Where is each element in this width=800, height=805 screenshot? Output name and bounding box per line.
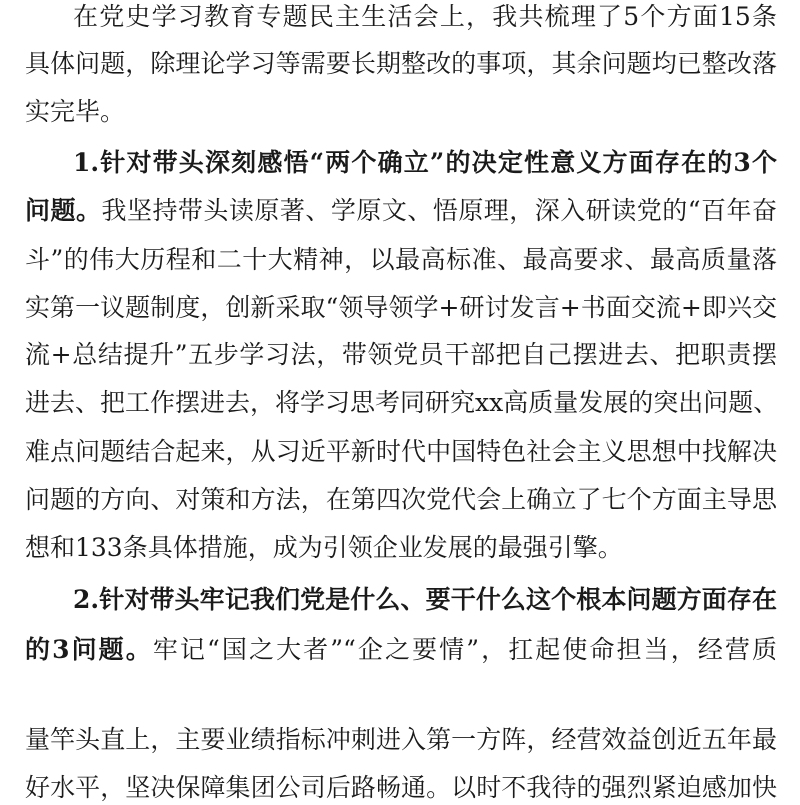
bold-heading-text: 1.针对带头深刻感悟“两个确立”的决定性意义方面存在的3个 [73,148,777,177]
bold-heading-text: 问题。 [25,196,102,225]
text-line [73,583,777,617]
text-line [25,338,777,372]
body-text: 问题的方向、对策和方法，在第四次党代会上确立了七个方面主导思 [25,485,777,514]
body-text: 斗”的伟大历程和二十大精神，以最高标准、最高要求、最高质量落 [25,245,777,274]
body-text: 我坚持带头读原著、学原文、悟原理，深入研读党的“百年奋 [101,196,777,225]
text-line [25,291,777,325]
body-text: 牢记“国之大者”“企之要情”，扛起使命担当，经营质 [152,635,777,664]
text-line [25,243,777,277]
bold-heading-text: 2.针对带头牢记我们党是什么、要干什么这个根本问题方面存在 [73,585,777,614]
text-line [25,435,777,469]
text-line [25,95,777,129]
text-line [25,47,777,81]
text-line [25,386,777,420]
text-line [73,0,777,34]
text-line [25,531,777,565]
body-text: 具体问题，除理论学习等需要长期整改的事项，其余问题均已整改落 [25,49,777,78]
body-text: 进去、把工作摆进去，将学习思考同研究xx高质量发展的突出问题、 [25,388,779,417]
body-text: 想和133条具体措施，成为引领企业发展的最强引擎。 [25,533,623,562]
body-text: 好水平，坚决保障集团公司后路畅通。以时不我待的强烈紧迫感加快 [25,773,777,802]
text-line [25,483,777,517]
body-text: 流+总结提升”五步学习法，带领党员干部把自己摆进去、把职责摆 [25,340,777,369]
text-line [25,194,777,228]
body-text: 量竿头直上，主要业绩指标冲刺进入第一方阵，经营效益创近五年最 [25,725,777,754]
body-text: 实第一议题制度，创新采取“领导领学+研讨发言+书面交流+即兴交 [25,293,778,322]
body-text: 难点问题结合起来，从习近平新时代中国特色社会主义思想中找解决 [25,437,777,466]
body-text: 在党史学习教育专题民主生活会上，我共梳理了5个方面15条 [73,2,777,31]
text-line [25,723,777,757]
bold-heading-text: 的3问题。 [25,635,153,664]
text-line [73,146,777,180]
text-line [25,633,777,667]
body-text: 实完毕。 [25,97,126,126]
